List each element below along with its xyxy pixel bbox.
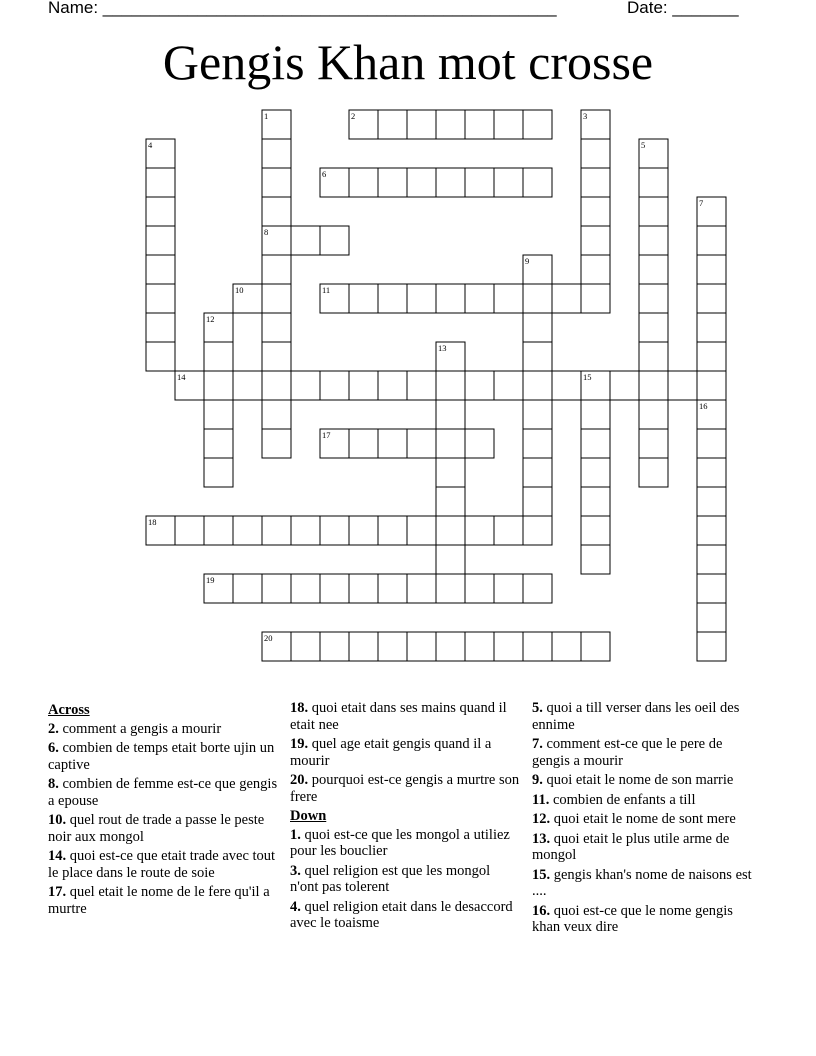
clue-across-8 bbox=[48, 776, 278, 809]
grid-cell[interactable] bbox=[494, 284, 523, 313]
grid-cell[interactable] bbox=[581, 139, 610, 168]
cell-number: 7 bbox=[699, 198, 704, 208]
grid-cell[interactable] bbox=[378, 110, 407, 139]
clue-text: combien de femme est-ce que gengis a epouse bbox=[48, 776, 278, 809]
grid-cell[interactable] bbox=[291, 371, 320, 400]
grid-cell[interactable] bbox=[349, 574, 378, 603]
grid-cell[interactable] bbox=[523, 371, 552, 400]
grid-cell[interactable] bbox=[262, 255, 291, 284]
grid-cell[interactable] bbox=[291, 226, 320, 255]
grid-cell[interactable] bbox=[639, 255, 668, 284]
clue-down-12 bbox=[532, 811, 762, 828]
grid-cell[interactable] bbox=[523, 458, 552, 487]
grid-cell[interactable] bbox=[639, 197, 668, 226]
cell-number: 3 bbox=[583, 111, 588, 121]
clue-number: 2. bbox=[48, 720, 59, 737]
grid-cell[interactable] bbox=[523, 487, 552, 516]
grid-cell[interactable] bbox=[146, 168, 175, 197]
grid-cell[interactable] bbox=[204, 458, 233, 487]
grid-cell[interactable] bbox=[581, 632, 610, 661]
grid-cell[interactable] bbox=[436, 516, 465, 545]
clue-number: 16. bbox=[532, 902, 551, 919]
clue-number: 17. bbox=[48, 884, 67, 900]
grid-cell[interactable] bbox=[465, 371, 494, 400]
cell-number: 2 bbox=[351, 111, 356, 121]
clue-across-14 bbox=[48, 848, 278, 881]
clue-text: combien de temps etait borte ujin un captive bbox=[48, 740, 275, 773]
grid-cell[interactable] bbox=[349, 516, 378, 545]
grid-cell[interactable] bbox=[697, 371, 726, 400]
clue-text: quoi est-ce que les mongol a utiliez pour les bouclier bbox=[290, 826, 510, 859]
grid-cell[interactable] bbox=[262, 342, 291, 371]
clue-text: pourquoi est-ce gengis a murtre son frere bbox=[290, 772, 520, 805]
grid-cell[interactable] bbox=[581, 516, 610, 545]
grid-cell[interactable] bbox=[407, 632, 436, 661]
grid-cell[interactable] bbox=[697, 313, 726, 342]
grid-cell[interactable] bbox=[523, 313, 552, 342]
grid-cell[interactable] bbox=[262, 197, 291, 226]
grid-cell[interactable] bbox=[494, 516, 523, 545]
grid-cell[interactable] bbox=[378, 516, 407, 545]
grid-cell[interactable] bbox=[523, 632, 552, 661]
grid-cell[interactable] bbox=[262, 226, 291, 255]
grid-cell[interactable] bbox=[697, 226, 726, 255]
cell-number: 10 bbox=[235, 285, 244, 295]
grid-cell[interactable] bbox=[697, 516, 726, 545]
grid-cell[interactable] bbox=[349, 110, 378, 139]
grid-cell[interactable] bbox=[146, 139, 175, 168]
grid-cell[interactable] bbox=[697, 603, 726, 632]
clue-number: 3. bbox=[290, 862, 301, 879]
clue-down-16 bbox=[532, 903, 762, 936]
grid-cell[interactable] bbox=[697, 284, 726, 313]
clue-number: 5. bbox=[532, 700, 543, 716]
grid-cell[interactable] bbox=[697, 632, 726, 661]
clue-text: quel rout de trade a passe le peste noir aux mongol bbox=[48, 812, 265, 845]
grid-cell[interactable] bbox=[262, 574, 291, 603]
cell-number: 1 bbox=[264, 111, 269, 121]
grid-cell[interactable] bbox=[204, 574, 233, 603]
grid-cell[interactable] bbox=[262, 632, 291, 661]
grid-cell[interactable] bbox=[581, 429, 610, 458]
grid-cell[interactable] bbox=[581, 487, 610, 516]
clue-across-10 bbox=[48, 812, 278, 845]
grid-cell[interactable] bbox=[436, 400, 465, 429]
grid-cell[interactable] bbox=[581, 226, 610, 255]
grid-cell[interactable] bbox=[262, 110, 291, 139]
grid-cell[interactable] bbox=[262, 284, 291, 313]
grid-cell[interactable] bbox=[581, 168, 610, 197]
clue-down-11 bbox=[532, 792, 762, 809]
grid-cell[interactable] bbox=[610, 371, 639, 400]
clue-across-2 bbox=[48, 721, 278, 738]
grid-cell[interactable] bbox=[146, 284, 175, 313]
clue-down-13 bbox=[532, 831, 762, 864]
grid-cell[interactable] bbox=[436, 632, 465, 661]
grid-cell[interactable] bbox=[465, 516, 494, 545]
grid-cell[interactable] bbox=[262, 429, 291, 458]
grid-cell[interactable] bbox=[407, 284, 436, 313]
grid-cell[interactable] bbox=[378, 284, 407, 313]
clue-number: 10. bbox=[48, 812, 67, 828]
grid-cell[interactable] bbox=[552, 371, 581, 400]
grid-cell[interactable] bbox=[320, 429, 349, 458]
grid-cell[interactable] bbox=[465, 429, 494, 458]
cell-number: 4 bbox=[148, 140, 153, 150]
cell-number: 6 bbox=[322, 169, 327, 179]
clue-down-1 bbox=[290, 827, 520, 860]
grid-cell[interactable] bbox=[407, 574, 436, 603]
grid-cell[interactable] bbox=[378, 574, 407, 603]
grid-cell[interactable] bbox=[523, 168, 552, 197]
grid-cell[interactable] bbox=[378, 632, 407, 661]
grid-cell[interactable] bbox=[146, 516, 175, 545]
grid-cell[interactable] bbox=[291, 574, 320, 603]
grid-cell[interactable] bbox=[697, 545, 726, 574]
clue-down-5 bbox=[532, 700, 762, 733]
clue-across-6 bbox=[48, 740, 278, 773]
grid-cell[interactable] bbox=[523, 284, 552, 313]
clue-text: quel age etait gengis quand il a mourir bbox=[290, 736, 492, 769]
grid-cell[interactable] bbox=[581, 284, 610, 313]
clue-down-15 bbox=[532, 867, 762, 900]
grid-cell[interactable] bbox=[407, 110, 436, 139]
grid-cell[interactable] bbox=[233, 284, 262, 313]
grid-cell[interactable] bbox=[233, 516, 262, 545]
clue-number: 8. bbox=[48, 776, 59, 792]
grid-cell[interactable] bbox=[639, 400, 668, 429]
cell-number: 17 bbox=[322, 430, 331, 440]
cell-number: 9 bbox=[525, 256, 530, 266]
grid-cell[interactable] bbox=[465, 168, 494, 197]
clue-text: quel etait le nome de le fere qu'il a murtre bbox=[48, 884, 270, 917]
clue-text: quoi etait le nome de son marrie bbox=[546, 772, 734, 788]
grid-cell[interactable] bbox=[639, 168, 668, 197]
clue-text: quoi est-ce que etait trade avec tout le place dans le route de soie bbox=[48, 848, 276, 881]
grid-cell[interactable] bbox=[436, 574, 465, 603]
grid-cell[interactable] bbox=[523, 516, 552, 545]
cell-number: 11 bbox=[322, 285, 331, 295]
grid-cell[interactable] bbox=[523, 255, 552, 284]
clue-across-19 bbox=[290, 736, 520, 769]
grid-cell[interactable] bbox=[639, 226, 668, 255]
grid-cell[interactable] bbox=[349, 429, 378, 458]
cell-number: 8 bbox=[264, 227, 269, 237]
grid-cell[interactable] bbox=[320, 574, 349, 603]
cell-number: 15 bbox=[583, 372, 592, 382]
grid-cell[interactable] bbox=[465, 110, 494, 139]
grid-cell[interactable] bbox=[581, 400, 610, 429]
grid-cell[interactable] bbox=[262, 313, 291, 342]
grid-cell[interactable] bbox=[378, 168, 407, 197]
cell-number: 18 bbox=[148, 517, 157, 527]
clue-text: quoi etait le nome de sont mere bbox=[553, 811, 736, 827]
grid-cell[interactable] bbox=[581, 545, 610, 574]
grid-cell[interactable] bbox=[204, 371, 233, 400]
grid-cell[interactable] bbox=[378, 429, 407, 458]
grid-cell[interactable] bbox=[146, 255, 175, 284]
cell-number: 20 bbox=[264, 633, 273, 643]
grid-cell[interactable] bbox=[697, 429, 726, 458]
grid-cell[interactable] bbox=[523, 429, 552, 458]
grid-cell[interactable] bbox=[581, 371, 610, 400]
grid-cell[interactable] bbox=[552, 284, 581, 313]
grid-cell[interactable] bbox=[465, 574, 494, 603]
clue-text: quel religion etait dans le desaccord avec le toaisme bbox=[290, 898, 513, 931]
grid-cell[interactable] bbox=[523, 110, 552, 139]
clue-number: 11. bbox=[532, 791, 550, 808]
grid-cell[interactable] bbox=[407, 371, 436, 400]
grid-cell[interactable] bbox=[668, 371, 697, 400]
grid-cell[interactable] bbox=[378, 371, 407, 400]
cell-number: 19 bbox=[206, 575, 215, 585]
clue-number: 14. bbox=[48, 848, 67, 864]
grid-cell[interactable] bbox=[320, 516, 349, 545]
puzzle-title: Gengis Khan mot crosse bbox=[162, 34, 654, 90]
clue-text: quoi etait le plus utile arme de mongol bbox=[532, 830, 730, 863]
grid-cell[interactable] bbox=[262, 400, 291, 429]
clue-number: 7. bbox=[532, 736, 543, 752]
grid-cell[interactable] bbox=[639, 342, 668, 371]
grid-cell[interactable] bbox=[494, 168, 523, 197]
grid-cell[interactable] bbox=[349, 632, 378, 661]
grid-cell[interactable] bbox=[436, 458, 465, 487]
grid-cell[interactable] bbox=[697, 574, 726, 603]
grid-cell[interactable] bbox=[407, 429, 436, 458]
grid-cell[interactable] bbox=[523, 574, 552, 603]
grid-cell[interactable] bbox=[204, 429, 233, 458]
grid-cell[interactable] bbox=[581, 110, 610, 139]
clues-column-2 bbox=[290, 700, 520, 935]
clue-down-4 bbox=[290, 899, 520, 932]
grid-cell[interactable] bbox=[233, 574, 262, 603]
worksheet-header bbox=[48, 0, 748, 20]
grid-cell[interactable] bbox=[581, 197, 610, 226]
grid-cell[interactable] bbox=[436, 168, 465, 197]
grid-cell[interactable] bbox=[146, 313, 175, 342]
grid-cell[interactable] bbox=[436, 110, 465, 139]
clue-text: quoi est-ce que le nome gengis khan veux dire bbox=[532, 902, 733, 935]
grid-cell[interactable] bbox=[697, 342, 726, 371]
grid-cell[interactable] bbox=[407, 168, 436, 197]
clue-text: quel religion est que les mongol n'ont pas tolerent bbox=[290, 862, 491, 895]
grid-cell[interactable] bbox=[262, 516, 291, 545]
clue-down-3 bbox=[290, 863, 520, 896]
grid-cell[interactable] bbox=[233, 371, 262, 400]
grid-cell[interactable] bbox=[204, 313, 233, 342]
clue-across-20 bbox=[290, 772, 520, 805]
clue-number: 1. bbox=[290, 826, 301, 843]
grid-cell[interactable] bbox=[262, 168, 291, 197]
grid-cell[interactable] bbox=[320, 284, 349, 313]
grid-cell[interactable] bbox=[204, 342, 233, 371]
grid-cell[interactable] bbox=[639, 284, 668, 313]
grid-cell[interactable] bbox=[465, 632, 494, 661]
clues-column-3 bbox=[532, 700, 762, 939]
grid-cell[interactable] bbox=[349, 284, 378, 313]
grid-cell[interactable] bbox=[291, 632, 320, 661]
clue-number: 9. bbox=[532, 772, 543, 788]
clue-text: combien de enfants a till bbox=[552, 791, 696, 808]
grid-cell[interactable] bbox=[494, 110, 523, 139]
grid-cell[interactable] bbox=[262, 139, 291, 168]
grid-cell[interactable] bbox=[436, 284, 465, 313]
grid-cell[interactable] bbox=[436, 429, 465, 458]
grid-cell[interactable] bbox=[175, 516, 204, 545]
grid-cell[interactable] bbox=[436, 545, 465, 574]
grid-cell[interactable] bbox=[639, 429, 668, 458]
grid-cell[interactable] bbox=[204, 516, 233, 545]
clue-across-18 bbox=[290, 700, 520, 733]
cell-number: 12 bbox=[206, 314, 215, 324]
grid-cell[interactable] bbox=[494, 574, 523, 603]
grid-cell[interactable] bbox=[465, 284, 494, 313]
grid-cell[interactable] bbox=[407, 516, 436, 545]
clues-column-1 bbox=[48, 700, 278, 920]
grid-cell[interactable] bbox=[639, 458, 668, 487]
cell-number: 14 bbox=[177, 372, 186, 382]
grid-cell[interactable] bbox=[697, 458, 726, 487]
clue-number: 15. bbox=[532, 866, 551, 883]
clue-down-7 bbox=[532, 736, 762, 769]
grid-cell[interactable] bbox=[436, 371, 465, 400]
clue-text: gengis khan's nome de naisons est .... bbox=[532, 866, 752, 899]
clue-number: 20. bbox=[290, 772, 309, 788]
grid-cell[interactable] bbox=[697, 487, 726, 516]
grid-cell[interactable] bbox=[552, 632, 581, 661]
grid-cell[interactable] bbox=[204, 400, 233, 429]
grid-cell[interactable] bbox=[320, 226, 349, 255]
grid-cell[interactable] bbox=[697, 400, 726, 429]
grid-cell[interactable] bbox=[436, 342, 465, 371]
clue-number: 13. bbox=[532, 830, 551, 847]
clue-down-9 bbox=[532, 772, 762, 789]
grid-cell[interactable] bbox=[523, 342, 552, 371]
grid-cell[interactable] bbox=[697, 255, 726, 284]
grid-cell[interactable] bbox=[639, 139, 668, 168]
grid-cell[interactable] bbox=[146, 342, 175, 371]
grid-cell[interactable] bbox=[146, 197, 175, 226]
clue-text: comment est-ce que le pere de gengis a mourir bbox=[532, 736, 723, 769]
grid-cell[interactable] bbox=[581, 255, 610, 284]
clue-number: 19. bbox=[290, 736, 309, 752]
grid-cell[interactable] bbox=[436, 487, 465, 516]
clue-number: 18. bbox=[290, 700, 309, 716]
grid-cell[interactable] bbox=[320, 168, 349, 197]
grid-cell[interactable] bbox=[146, 226, 175, 255]
clue-across-17 bbox=[48, 884, 278, 917]
grid-cell[interactable] bbox=[494, 632, 523, 661]
cell-number: 13 bbox=[438, 343, 447, 353]
grid-cell[interactable] bbox=[349, 168, 378, 197]
grid-cell[interactable] bbox=[291, 516, 320, 545]
date-field-label[interactable]: Date: _______ bbox=[627, 0, 739, 17]
clue-text: quoi etait dans ses mains quand il etait nee bbox=[290, 700, 507, 733]
cell-number: 16 bbox=[699, 401, 708, 411]
grid-cell[interactable] bbox=[639, 371, 668, 400]
grid-cell[interactable] bbox=[581, 458, 610, 487]
across-heading: Across bbox=[48, 702, 90, 718]
grid-cell[interactable] bbox=[523, 400, 552, 429]
down-heading: Down bbox=[290, 808, 327, 824]
grid-cell[interactable] bbox=[494, 371, 523, 400]
clue-text: comment a gengis a mourir bbox=[62, 720, 222, 737]
clue-number: 4. bbox=[290, 898, 301, 915]
grid-cell[interactable] bbox=[639, 313, 668, 342]
cell-number: 5 bbox=[641, 140, 646, 150]
grid-cell[interactable] bbox=[175, 371, 204, 400]
grid-cell[interactable] bbox=[320, 632, 349, 661]
clue-number: 6. bbox=[48, 740, 59, 756]
grid-cell[interactable] bbox=[697, 197, 726, 226]
clue-number: 12. bbox=[532, 811, 551, 827]
name-field-label[interactable]: Name: ________________________________________________ bbox=[48, 0, 557, 17]
grid-cell[interactable] bbox=[320, 371, 349, 400]
grid-cell[interactable] bbox=[349, 371, 378, 400]
grid-cell[interactable] bbox=[262, 371, 291, 400]
clue-text: quoi a till verser dans les oeil des ennime bbox=[532, 700, 740, 733]
